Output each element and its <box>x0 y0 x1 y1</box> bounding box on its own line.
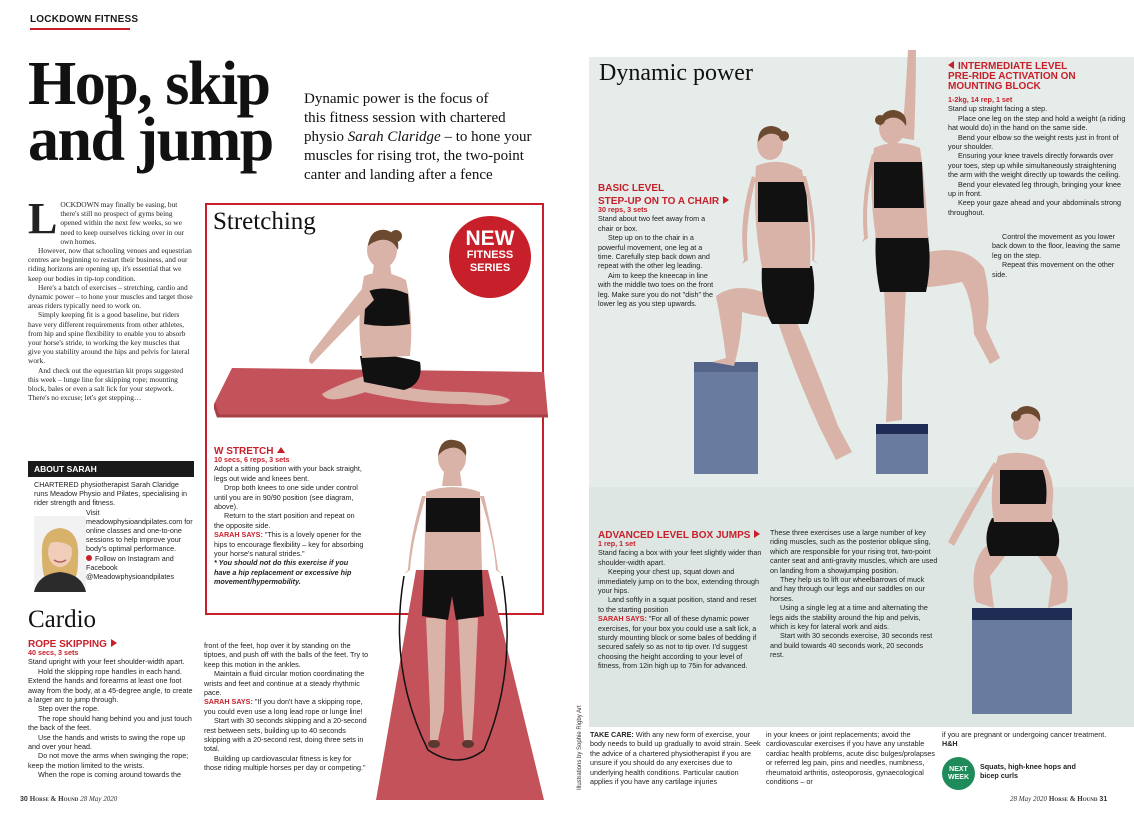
left-folio <box>20 795 117 803</box>
adv-col-2 <box>770 528 938 660</box>
inter-p7: Control the movement as you lower back down to the floor, leaving the same leg on the step. <box>992 232 1121 260</box>
inter-p5: Bend your elevated leg through, bringing your knee up in front. <box>948 179 1122 199</box>
rope-p1: Stand upright with your feet shoulder-width apart. <box>28 657 185 667</box>
standfirst-author: Sarah Claridge <box>347 129 441 145</box>
rope-c2-p1: front of the feet, hop over it by standing on the tiptoes, and push off with the balls of the feet. Try to keep this motion in the ankles. <box>204 641 369 669</box>
inter-header <box>948 60 1128 92</box>
adv-reps: 1 rep, 1 set <box>598 539 636 548</box>
rope-col-2 <box>204 641 369 773</box>
take-care-col-1 <box>590 730 762 786</box>
take-care-col-3 <box>942 730 1122 749</box>
sign-off: H&H <box>942 739 958 749</box>
rope-reps: 40 secs, 3 sets <box>28 648 79 657</box>
inter-title-1: INTERMEDIATE LEVEL <box>958 61 1068 72</box>
basic-p3: Aim to keep the kneecap in line with the middle two toes on the front leg. Make sure you do not "dish" the lower leg as you step upwards. <box>598 270 714 309</box>
standfirst-line-c <box>304 128 566 147</box>
triangle-right-icon <box>111 639 117 647</box>
section-label-text: LOCKDOWN FITNESS <box>30 14 139 25</box>
standfirst-c-post: – to hone your <box>440 129 532 145</box>
stretching-title: Stretching <box>213 208 316 235</box>
about-visit: Visit meadowphysioandpilates.com for online classes and one-to-one sessions to help improve your body's optimal performance. Follow on Instagram and Facebook @Meadowphysioandpilates <box>86 508 193 581</box>
wstretch-title: W STRETCH <box>214 446 274 457</box>
wstretch-says: SARAH SAYS: "This is a lovely opener for the hips to encourage flexibility – key for absorbing your horse's natural strides." <box>214 530 364 559</box>
folio-brand: Horse & Hound <box>1048 795 1098 803</box>
care-c3: if you are pregnant or undergoing cancer treatment. H&H <box>942 730 1107 749</box>
intro-p2: However, now that schooling venues and equestrian centres are beginning to restart their business, and our riding horizons are opening up, it's essential that we keep our bodies in tip-top condition. <box>28 246 192 283</box>
standfirst-c-pre: physio <box>304 129 348 145</box>
rope-p5: Use the hands and wrists to swing the rope up and over your head. <box>28 732 186 752</box>
wstretch-p2: Drop both knees to one side under control until you are in 90/90 position (see diagram, above). <box>214 483 358 512</box>
inter-title-2: PRE-RIDE ACTIVATION ON <box>948 71 1076 82</box>
rope-c2-p3: Start with 30 seconds skipping and a 20-second rest between sets, building up to 40 seconds skipping with a 20-second rest, doing three sets in total. <box>204 716 367 754</box>
adv-c2-p2: They help us to lift our wheelbarrows of muck and hay through our legs and our saddles on our horses. <box>770 575 926 603</box>
rope-skipping-illustration <box>368 420 544 810</box>
intro-p5: And check out the equestrian kit props suggested this week – lunge line for skipping rope; mounting block, bales or even a salt lick for your stepwork. There's no excuse; let's get stepping… <box>28 365 184 403</box>
wstretch-reps: 10 secs, 6 reps, 3 sets <box>214 455 290 464</box>
standfirst-line-e: canter and landing after a fence <box>304 167 493 183</box>
care-c1: TAKE CARE: With any new form of exercise, your body needs to build up gradually to avoid strain. Seek the advice of a chartered physiotherapist if you are unsure if you should do any exercises due to underlying health conditions. Particular caution applies if you have any cartilage injuries <box>590 730 761 787</box>
intro-p1: LOCKDOWN may finally be easing, but there's still no prospect of gyms being opened within the next few weeks, so we need to keep ourselves ticking over in our own homes. <box>28 194 185 246</box>
inter-body-b <box>992 232 1130 279</box>
wstretch-p1: Adopt a sitting position with your back straight, legs out wide and knees bent. <box>214 464 362 483</box>
basic-p2: Step up on to the chair in a powerful movement, one leg at a time. Carefully step back down and repeat with the other leg leading. <box>598 233 710 271</box>
next-week-badge <box>942 757 975 790</box>
headline-line-2: and jump <box>28 106 273 174</box>
basic-title-2: STEP-UP ON TO A CHAIR <box>598 196 720 207</box>
rope-c2-p2: Maintain a fluid circular motion coordinating the wrists and feet and continue at a steady rhythmic pace. <box>204 669 365 698</box>
standfirst-line-b: this fitness session with chartered <box>304 110 506 126</box>
take-care-col-2 <box>766 730 938 786</box>
about-box <box>28 480 194 592</box>
inter-p4: Ensuring your knee travels directly forwards over your toes, step up while simultaneously straightening the arm with the weight directly up towards the ceiling. <box>948 151 1121 180</box>
step-up-illustration <box>686 126 866 474</box>
basic-title-1: BASIC LEVEL <box>598 183 665 194</box>
rope-p2: Hold the skipping rope handles in each hand. Extend the hands and forearms at least one foot away from the body, at a 45-degree angle, to create a larger arc to jump through. <box>28 666 193 705</box>
rope-p4: The rope should hang behind you and just touch the back of the feet. <box>28 713 192 733</box>
about-header <box>28 461 194 477</box>
inter-p2: Place one leg on the step and hold a weight (a riding hat would do) in the hand on the same side. <box>948 113 1126 133</box>
right-folio <box>1010 795 1107 803</box>
basic-reps: 30 reps, 3 sets <box>598 205 648 214</box>
inter-p1: Stand up straight facing a step. <box>948 104 1048 114</box>
author-photo <box>34 516 86 592</box>
adv-c2-p1: These three exercises use a large number of key riding muscles, such as the posterior oblique sling, which are responsible for your rising trot, two-point canter seat and anti-gravity muscles, which are used on landing from a showjumping position. <box>770 528 938 575</box>
badge-series: SERIES <box>469 262 511 274</box>
rope-c2-p4: Building up cardiovascular fitness is key for those riding multiple horses per day or competing." <box>204 753 366 773</box>
about-follow: Follow on Instagram and Facebook @Meadowphysioandpilates <box>86 554 175 581</box>
triangle-right-icon <box>754 530 760 538</box>
next-week-2: WEEK <box>948 774 969 781</box>
badge-new: NEW <box>465 227 515 250</box>
triangle-left-icon <box>948 61 954 69</box>
inter-p6: Keep your gaze ahead and your abdominals strong throughout. <box>948 198 1122 217</box>
badge-fitness: FITNESS <box>466 249 514 261</box>
adv-p1: Stand facing a box with your feet slightly wider than shoulder-width apart. <box>598 548 762 567</box>
wstretch-body <box>214 455 364 587</box>
standfirst-line-d: muscles for rising trot, the two-point <box>304 148 524 164</box>
intro-p4: Simply keeping fit is a good baseline, but riders have very different requirements from other athletes, from hip and spine flexibility to enable you to absorb your horse's stride, to working the key muscles that give you stability around the hips and pelvis for lateral work. <box>28 310 190 366</box>
section-label <box>30 14 138 25</box>
rope-col-1 <box>28 648 196 780</box>
inter-reps: 1-2kg, 14 rep, 1 set <box>948 95 1013 104</box>
folio-number: 31 <box>1099 796 1108 803</box>
cardio-title: Cardio <box>28 606 97 633</box>
inter-p8: Repeat this movement on the other side. <box>992 260 1115 279</box>
folio-number: 30 <box>20 796 28 803</box>
next-week-1: NEXT <box>949 766 968 773</box>
intro-column <box>28 194 194 403</box>
adv-title: ADVANCED LEVEL BOX JUMPS <box>598 530 751 541</box>
box-jump-illustration <box>946 396 1134 714</box>
wstretch-note: * You should not do this exercise if you have a hip replacement or excessive hip movement/hypermobility. <box>214 558 352 587</box>
standfirst-line-a: Dynamic power is the focus of <box>304 91 489 107</box>
dynamic-title: Dynamic power <box>599 60 753 86</box>
adv-says: SARAH SAYS: "For all of these dynamic power exercises, for your box you could use a salt lick, a sturdy mounting block or some bales of bedding if secured safely so as not to tip over. I'd suggest choosing the height according to your level of fitness, from 12in high up to 75in for advanced. <box>598 614 757 671</box>
folio-date: 28 May 2020 <box>1010 795 1047 803</box>
adv-p3: Land softly in a squat position, stand and reset to the starting position <box>598 595 757 614</box>
care-c2: in your knees or joint replacements; avoid the cardiovascular exercises if you have any unstable cardiac health problems, acute disc bulges/prolapses or referred leg pain, pins and needles, numbness, rheumatoid arthritis, osteoporosis, gynaecological conditions – or <box>766 730 936 787</box>
section-rule <box>30 28 130 30</box>
adv-c2-p3: Using a single leg at a time and alternating the legs aids the stability around the hip and pelvis, which is key for lateral work and aids. <box>770 603 928 632</box>
headline <box>28 50 298 174</box>
rope-title: ROPE SKIPPING <box>28 639 107 650</box>
rope-p6: Do not move the arms when swinging the rope; keep the motion limited to the wrists. <box>28 751 189 770</box>
folio-brand: Horse & Hound <box>29 795 79 803</box>
adv-col-1 <box>598 539 764 671</box>
illustration-credit: Illustrations by Sophie Rigby Art <box>577 705 583 790</box>
rope-p7: When the rope is coming around towards the <box>38 770 182 780</box>
folio-date: 28 May 2020 <box>80 795 118 803</box>
headline-line-1: Hop, skip <box>28 50 270 118</box>
rope-p3: Step over the rope. <box>38 704 100 714</box>
adv-p2: Keeping your chest up, squat down and immediately jump on to the box, extending through your hips. <box>598 567 760 596</box>
basic-p1: Stand about two feet away from a chair or box. <box>598 214 706 233</box>
wstretch-p3: Return to the start position and repeat on the opposite side. <box>214 511 355 530</box>
inter-body <box>948 95 1128 217</box>
triangle-up-icon <box>277 447 285 453</box>
inter-p3: Bend your elbow so the weight rests just in front of your shoulder. <box>948 132 1119 152</box>
inter-title-3: MOUNTING BLOCK <box>948 81 1041 92</box>
drop-cap: L <box>28 194 58 243</box>
next-week-text: Squats, high-knee hops and bicep curls <box>980 762 1076 781</box>
standfirst <box>304 90 566 185</box>
adv-c2-p4: Start with 30 seconds exercise, 30 seconds rest and build towards 40 seconds work, 20 seconds rest. <box>770 631 933 660</box>
intro-p3: Here's a batch of exercises – stretching, cardio and dynamic power – to hone your muscles and target those areas riders typically need to work on. <box>28 282 193 311</box>
about-text: CHARTERED physiotherapist Sarah Claridge runs Meadow Physio and Pilates, specialising in rider strength and fitness. <box>34 480 188 507</box>
social-dot-icon <box>86 555 92 561</box>
w-stretch-illustration <box>214 206 550 418</box>
rope-says: SARAH SAYS: "If you don't have a skipping rope, you could even use a long lead rope or lunge line! <box>204 697 363 716</box>
about-header-text: ABOUT SARAH <box>34 464 97 474</box>
